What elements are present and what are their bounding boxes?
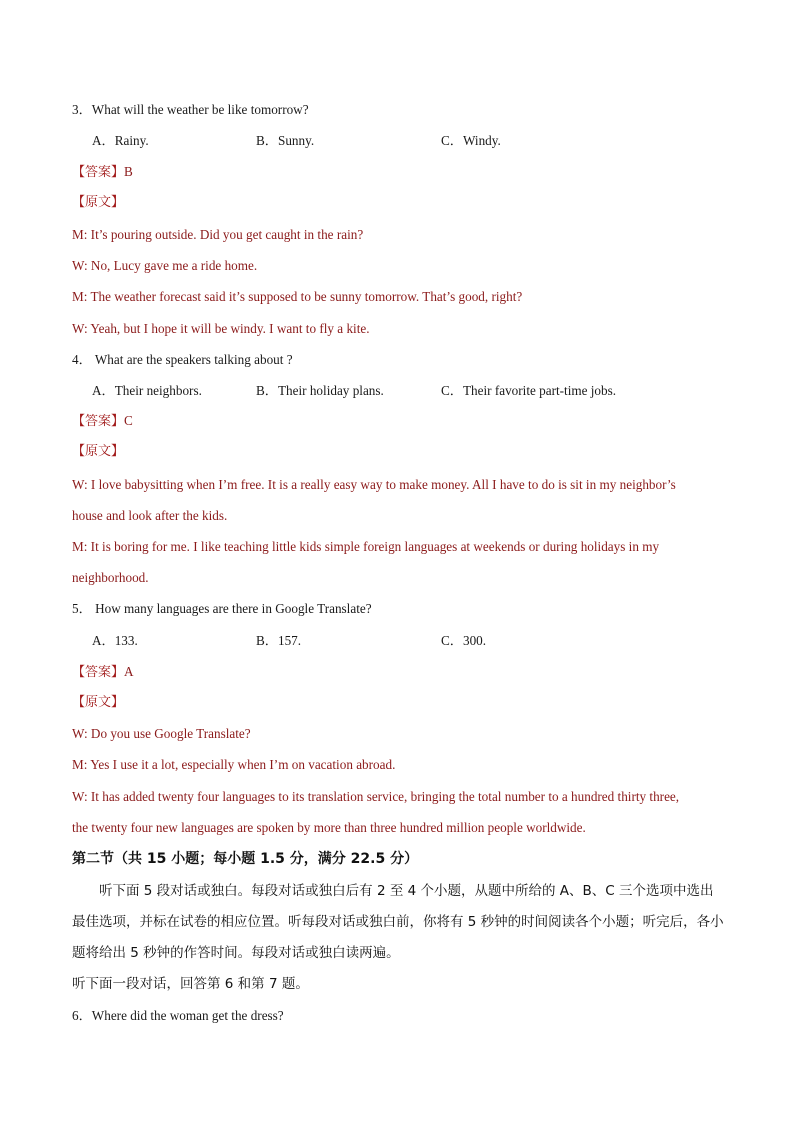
question-5-script-line-2: M: Yes I use it a lot, especially when I’m on vacation abroad. [72, 757, 396, 772]
question-3-script-line-1: M: It’s pouring outside. Did you get caught in the rain? [72, 227, 364, 242]
question-3-option-c: C．Windy. [441, 133, 501, 148]
question-5-answer [72, 663, 134, 682]
question-3-option-b: B．Sunny. [256, 133, 315, 148]
question-4-answer [72, 412, 133, 431]
dialogue-intro: 听下面一段对话，回答第 6 和第 7 题。 [72, 976, 309, 992]
question-3-answer [72, 163, 133, 182]
question-5-script-line-1: W: Do you use Google Translate? [72, 726, 251, 741]
question-4-script-line-3: M: It is boring for me. I like teaching little kids simple foreign languages at weekends or during holidays in my [72, 539, 660, 554]
question-6-stem: 6．Where did the woman get the dress? [72, 1008, 284, 1023]
question-4-option-a: A．Their neighbors. [92, 383, 202, 398]
question-5-stem: 5． How many languages are there in Google Translate? [72, 601, 372, 616]
answer-label: 【答案】 [72, 165, 125, 180]
question-4-script-line-1: W: I love babysitting when I’m free. It is a really easy way to make money. All I have to do is sit in my neighbor’s [72, 477, 676, 492]
section-2-instructions: 听下面 5 段对话或独白。每段对话或独白后有 2 至 4 个小题，从题中所给的 A、B、C 三个选项中选出最佳选项，并标在试卷的相应位置。听每段对话或独白前，你将有 5 秒钟的时间阅读各个小题；听完后，各小题将给出 5 秒钟的作答时间。每段对话或独白读两遍。 [72, 883, 724, 961]
question-3-option-a: A．Rainy. [92, 133, 149, 148]
question-3-stem: 3．What will the weather be like tomorrow? [72, 102, 309, 117]
answer-value: A [124, 664, 134, 679]
question-5-option-c: C．300. [441, 633, 487, 648]
question-3-script-line-4: W: Yeah, but I hope it will be windy. I want to fly a kite. [72, 321, 370, 336]
question-5-script-line-4: the twenty four new languages are spoken by more than three hundred million people worldwide. [72, 820, 586, 835]
question-4-option-c: C．Their favorite part-time jobs. [441, 383, 617, 398]
question-5-script-label: 【原文】 [72, 695, 125, 710]
question-4-script-label: 【原文】 [72, 444, 125, 459]
question-5-script-line-3: W: It has added twenty four languages to its translation service, bringing the total number to a hundred thirty three, [72, 789, 680, 804]
answer-label: 【答案】 [72, 665, 125, 680]
question-5-option-a: A．133. [92, 633, 138, 648]
question-3-script-line-3: M: The weather forecast said it’s supposed to be sunny tomorrow. That’s good, right? [72, 289, 523, 304]
answer-label: 【答案】 [72, 414, 125, 429]
question-4-script-line-2: house and look after the kids. [72, 508, 228, 523]
question-4-option-b: B．Their holiday plans. [256, 383, 384, 398]
question-5-option-b: B．157. [256, 633, 302, 648]
answer-value: C [124, 413, 133, 428]
question-3-script-line-2: W: No, Lucy gave me a ride home. [72, 258, 258, 273]
question-4-script-line-4: neighborhood. [72, 570, 149, 585]
section-2-title: 第二节（共 15 小题；每小题 1.5 分，满分 22.5 分） [72, 851, 419, 867]
answer-value: B [124, 164, 133, 179]
question-3-script-label: 【原文】 [72, 195, 125, 210]
question-4-stem: 4． What are the speakers talking about ? [72, 352, 293, 367]
